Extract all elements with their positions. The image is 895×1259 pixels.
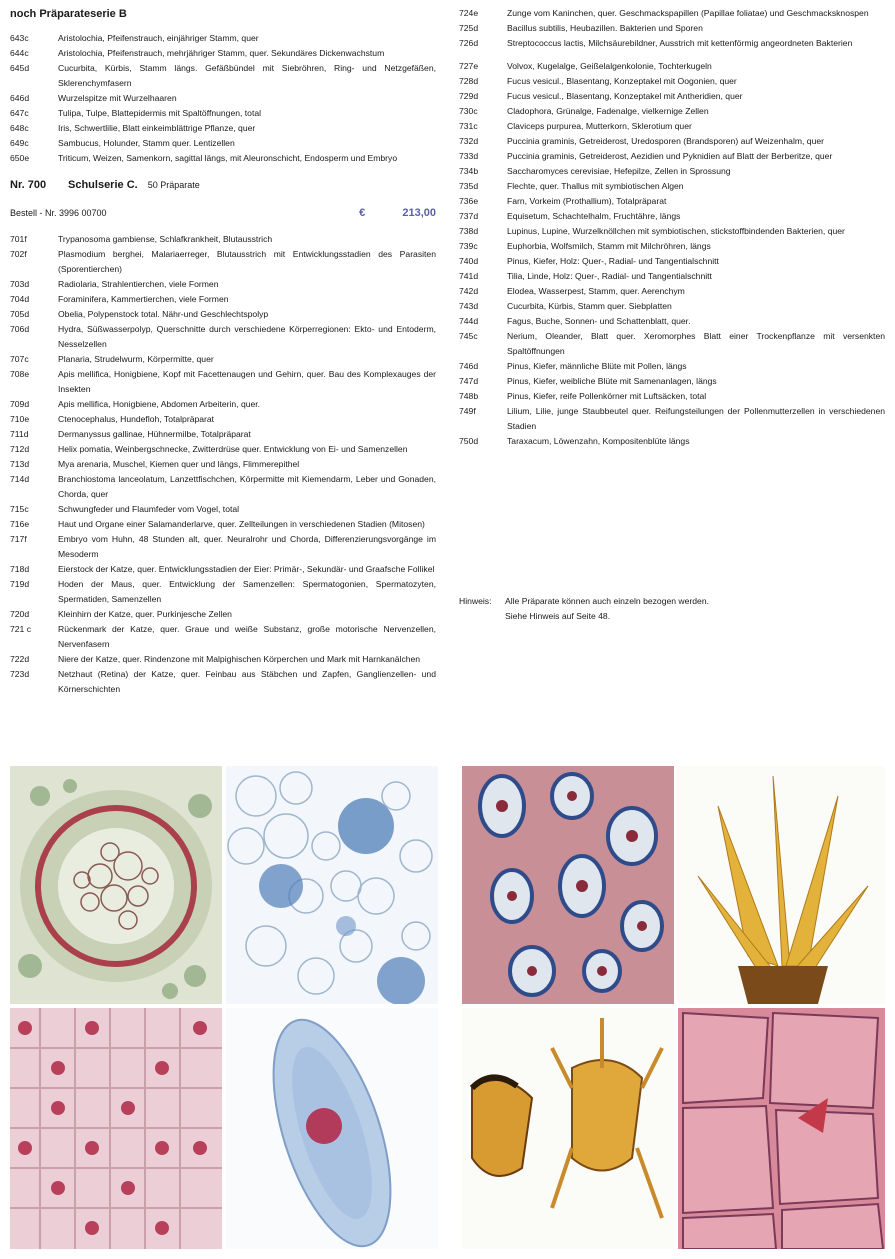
entry-description: Pinus, Kiefer, weibliche Blüte mit Samenanlagen, längs <box>507 376 717 386</box>
entry-code: 746d <box>459 361 479 371</box>
entry-code: 738d <box>459 226 479 236</box>
section-heading: noch Präparateserie B <box>10 8 127 20</box>
entry-code: 645d <box>10 63 30 73</box>
catalog-entry <box>459 434 885 449</box>
catalog-entry <box>10 247 436 277</box>
catalog-entry <box>10 31 436 46</box>
micrograph-root-tip-cells <box>10 1008 222 1249</box>
entry-description: Pinus, Kiefer, männliche Blüte mit Pollen, längs <box>507 361 687 371</box>
catalog-entry <box>459 179 885 194</box>
entry-code: 716e <box>10 519 30 529</box>
entry-description: Puccinia graminis, Getreiderost, Aezidien und Pyknidien auf Blatt der Berberitze, quer <box>507 151 833 161</box>
order-row <box>10 204 436 222</box>
entry-description: Claviceps purpurea, Mutterkorn, Sklerotium quer <box>507 121 692 131</box>
catalog-entry <box>459 224 885 239</box>
catalog-entry <box>459 269 885 284</box>
entry-code: 728d <box>459 76 479 86</box>
catalog-entry <box>10 46 436 61</box>
entry-code: 710e <box>10 414 30 424</box>
series-count: 50 Präparate <box>147 180 200 190</box>
entry-code: 745c <box>459 331 478 341</box>
entry-description: Triticum, Weizen, Samenkorn, sagittal längs, mit Aleuronschicht, Endosperm und Embryo <box>58 153 398 163</box>
entry-description: Farn, Vorkeim (Prothallium), Totalpräparat <box>507 196 667 206</box>
micrograph-muscle-tissue <box>678 1008 885 1249</box>
catalog-entry <box>459 209 885 224</box>
entry-code: 702f <box>10 249 27 259</box>
entry-code: 731c <box>459 121 478 131</box>
entry-code: 747d <box>459 376 479 386</box>
entry-description: Pinus, Kiefer, Holz: Quer-, Radial- und Tangentialschnitt <box>507 256 719 266</box>
entry-description: Euphorbia, Wolfsmilch, Stamm mit Milchröhren, längs <box>507 241 711 251</box>
catalog-entry <box>10 457 436 472</box>
entry-code: 711d <box>10 429 29 439</box>
left-column <box>10 6 436 697</box>
micrograph-plant-stem-cross-section <box>10 766 222 1004</box>
entry-description: Haut und Organe einer Salamanderlarve, quer. Zellteilungen in verschiedenen Stadien (Mitosen) <box>58 519 425 529</box>
note-label: Hinweis: <box>459 596 492 606</box>
entry-description: Cladophora, Grünalge, Fadenalge, vielkernige Zellen <box>507 106 709 116</box>
entry-code: 742d <box>459 286 479 296</box>
entry-description: Aristolochia, Pfeifenstrauch, einjähriger Stamm, quer <box>58 33 259 43</box>
entry-list-b <box>10 31 436 166</box>
entry-code: 707c <box>10 354 29 364</box>
entry-code: 646d <box>10 93 30 103</box>
note-line-2: Siehe Hinweis auf Seite 48. <box>505 611 611 621</box>
entry-description: Ctenocephalus, Hundefloh, Totalpräparat <box>58 414 215 424</box>
catalog-entry <box>10 136 436 151</box>
list-spacer <box>459 51 885 59</box>
entry-description: Tilia, Linde, Holz: Quer-, Radial- und Tangentialschnitt <box>507 271 712 281</box>
catalog-entry <box>459 299 885 314</box>
entry-description: Elodea, Wasserpest, Stamm, quer. Aerenchym <box>507 286 685 296</box>
entry-code: 736e <box>459 196 479 206</box>
entry-description: Trypanosoma gambiense, Schlafkrankheit, Blutausstrich <box>58 234 273 244</box>
entry-code: 733d <box>459 151 479 161</box>
catalog-entry <box>459 389 885 404</box>
entry-code: 650e <box>10 153 30 163</box>
entry-description: Netzhaut (Retina) der Katze, quer. Feinbau aus Stäbchen und Zapfen, Ganglienzellen- und Körnerschichten <box>58 669 436 694</box>
catalog-entry <box>459 149 885 164</box>
entry-description: Tulipa, Tulpe, Blattepidermis mit Spaltöffnungen, total <box>58 108 262 118</box>
entry-description: Embryo vom Huhn, 48 Stunden alt, quer. Neuralrohr und Chorda, Differenzierungsvorgänge im Mesoderm <box>58 534 436 559</box>
catalog-entry <box>459 89 885 104</box>
entry-code: 729d <box>459 91 479 101</box>
catalog-entry <box>10 412 436 427</box>
catalog-entry <box>10 442 436 457</box>
entry-code: 705d <box>10 309 30 319</box>
note <box>459 594 885 624</box>
entry-description: Aristolochia, Pfeifenstrauch, mehrjähriger Stamm, quer. Sekundäres Dickenwachstum <box>58 48 385 58</box>
entry-description: Bacillus subtilis, Heubazillen. Bakterien und Sporen <box>507 23 703 33</box>
entry-code: 723d <box>10 669 30 679</box>
catalog-entry <box>10 352 436 367</box>
catalog-entry <box>10 61 436 91</box>
entry-description: Pinus, Kiefer, reife Pollenkörner mit Luftsäcken, total <box>507 391 707 401</box>
catalog-entry <box>459 329 885 359</box>
catalog-entry <box>10 502 436 517</box>
entry-list-right <box>459 6 885 449</box>
series-name: Schulserie C. <box>68 179 138 191</box>
entry-description: Niere der Katze, quer. Rindenzone mit Malpighischen Körperchen und Mark mit Harnkanälchen <box>58 654 421 664</box>
micrograph-insect-parts <box>462 1008 674 1249</box>
currency-symbol: € <box>359 207 366 219</box>
entry-code: 644c <box>10 48 29 58</box>
entry-code: 720d <box>10 609 30 619</box>
catalog-entry <box>10 106 436 121</box>
entry-description: Kleinhirn der Katze, quer. Purkinjesche Zellen <box>58 609 232 619</box>
entry-code: 740d <box>459 256 479 266</box>
note-text <box>505 594 709 624</box>
catalog-entry <box>10 667 436 697</box>
entry-code: 744d <box>459 316 479 326</box>
entry-description: Fagus, Buche, Sonnen- und Schattenblatt, quer. <box>507 316 691 326</box>
catalog-entry <box>459 194 885 209</box>
entry-code: 715c <box>10 504 29 514</box>
catalog-entry <box>459 6 885 21</box>
catalog-entry <box>10 652 436 667</box>
entry-code: 649c <box>10 138 29 148</box>
entry-code: 724e <box>459 8 479 18</box>
entry-code: 737d <box>459 211 479 221</box>
micrograph-flower-anthers <box>678 766 885 1004</box>
series-header <box>10 176 436 194</box>
order-number: Bestell - Nr. 3996 00700 <box>10 208 107 218</box>
entry-code: 749f <box>459 406 476 416</box>
entry-description: Nerium, Oleander, Blatt quer. Xeromorphes Blatt einer Trockenpflanze mit versenkten Spaltöffnungen <box>507 331 885 356</box>
entry-code: 712d <box>10 444 30 454</box>
entry-code: 643c <box>10 33 29 43</box>
catalog-entry <box>10 292 436 307</box>
right-column <box>459 6 885 449</box>
entry-code: 718d <box>10 564 30 574</box>
entry-code: 714d <box>10 474 30 484</box>
entry-code: 706d <box>10 324 30 334</box>
entry-code: 701f <box>10 234 27 244</box>
entry-code: 735d <box>459 181 479 191</box>
micrograph-vascular-bundles <box>226 766 438 1004</box>
entry-description: Cucurbita, Kürbis, Stamm längs. Gefäßbündel mit Siebröhren, Ring- und Netzgefäßen, Sklerenchymfasern <box>58 63 436 88</box>
catalog-entry <box>10 367 436 397</box>
catalog-entry <box>10 232 436 247</box>
entry-description: Mya arenaria, Muschel, Kiemen quer und längs, Flimmerepithel <box>58 459 300 469</box>
entry-code: 741d <box>459 271 479 281</box>
catalog-entry <box>10 397 436 412</box>
entry-list-c <box>10 232 436 697</box>
entry-code: 722d <box>10 654 30 664</box>
micrograph-fungal-spores <box>462 766 674 1004</box>
entry-description: Apis mellifica, Honigbiene, Kopf mit Facettenaugen und Gehirn, quer. Bau des Komplexauges der Insekten <box>58 369 436 394</box>
entry-description: Puccinia graminis, Getreiderost, Uredosporen (Brandsporen) auf Weizenhalm, quer <box>507 136 825 146</box>
entry-description: Branchiostoma lanceolatum, Lanzettfischchen, Körpermitte mit Kiemendarm, Leber und Gonaden, Chorda, quer <box>58 474 436 499</box>
entry-description: Hydra, Süßwasserpolyp, Querschnitte durch verschiedene Körperregionen: Ekto- und Entoderm, Nesselzellen <box>58 324 436 349</box>
entry-description: Schwungfeder und Flaumfeder vom Vogel, total <box>58 504 240 514</box>
entry-code: 748b <box>459 391 479 401</box>
entry-description: Equisetum, Schachtelhalm, Fruchtähre, längs <box>507 211 681 221</box>
catalog-entry <box>10 322 436 352</box>
entry-description: Lilium, Lilie, junge Staubbeutel quer. Reifungsteilungen der Pollenmutterzellen in verschiedenen Stadien <box>507 406 885 431</box>
entry-code: 739c <box>459 241 478 251</box>
entry-description: Streptococcus lactis, Milchsäurebildner, Ausstrich mit kettenförmig angeordneten Bakterien <box>507 38 853 48</box>
entry-code: 708e <box>10 369 30 379</box>
catalog-entry <box>10 151 436 166</box>
catalog-entry <box>459 134 885 149</box>
catalog-entry <box>459 284 885 299</box>
catalog-entry <box>459 359 885 374</box>
entry-description: Iris, Schwertlilie, Blatt einkeimblättrige Pflanze, quer <box>58 123 256 133</box>
entry-description: Eierstock der Katze, quer. Entwicklungsstadien der Eier: Primär-, Sekundär- und Graafsche Follikel <box>58 564 435 574</box>
micrograph-paramecium <box>226 1008 438 1249</box>
entry-code: 647c <box>10 108 29 118</box>
entry-description: Flechte, quer. Thallus mit symbiotischen Algen <box>507 181 684 191</box>
entry-code: 730c <box>459 106 478 116</box>
catalog-entry <box>459 74 885 89</box>
entry-description: Obelia, Polypenstock total. Nähr-und Geschlechtspolyp <box>58 309 269 319</box>
entry-description: Helix pomatia, Weinbergschnecke, Zwitterdrüse quer. Entwicklung von Ei- und Samenzellen <box>58 444 408 454</box>
catalog-entry <box>459 254 885 269</box>
catalog-entry <box>459 119 885 134</box>
entry-description: Volvox, Kugelalge, Geißelalgenkolonie, Tochterkugeln <box>507 61 712 71</box>
entry-code: 743d <box>459 301 479 311</box>
catalog-entry <box>10 577 436 607</box>
entry-code: 721 c <box>10 624 32 634</box>
series-number: Nr. 700 <box>10 179 47 191</box>
entry-code: 732d <box>459 136 479 146</box>
entry-description: Sambucus, Holunder, Stamm quer. Lentizellen <box>58 138 235 148</box>
entry-description: Lupinus, Lupine, Wurzelknöllchen mit symbiotischen, stickstoffbindenden Bakterien, quer <box>507 226 845 236</box>
catalog-entry <box>10 307 436 322</box>
entry-code: 726d <box>459 38 479 48</box>
catalog-entry <box>459 59 885 74</box>
catalog-entry <box>10 472 436 502</box>
entry-code: 727e <box>459 61 479 71</box>
entry-code: 704d <box>10 294 30 304</box>
entry-description: Wurzelspitze mit Wurzelhaaren <box>58 93 177 103</box>
catalog-entry <box>459 374 885 389</box>
entry-description: Hoden der Maus, quer. Entwicklung der Samenzellen: Spermatogonien, Spermatozyten, Spermatiden, Samenzellen <box>58 579 436 604</box>
entry-description: Dermanyssus gallinae, Hühnermilbe, Totalpräparat <box>58 429 251 439</box>
catalog-entry <box>10 517 436 532</box>
catalog-entry <box>459 164 885 179</box>
entry-description: Cucurbita, Kürbis, Stamm quer. Siebplatten <box>507 301 672 311</box>
catalog-entry <box>459 21 885 36</box>
catalog-entry <box>10 121 436 136</box>
entry-description: Zunge vom Kaninchen, quer. Geschmackspapillen (Papillae foliatae) und Geschmacksknospen <box>507 8 869 18</box>
entry-description: Fucus vesicul., Blasentang, Konzeptakel mit Oogonien, quer <box>507 76 737 86</box>
catalog-entry <box>10 532 436 562</box>
entry-description: Apis mellifica, Honigbiene, Abdomen Arbeiterin, quer. <box>58 399 261 409</box>
entry-code: 713d <box>10 459 30 469</box>
catalog-entry <box>459 404 885 434</box>
catalog-entry <box>10 562 436 577</box>
entry-description: Rückenmark der Katze, quer. Graue und weiße Substanz, große motorische Nervenzellen, Nervenfasern <box>58 624 436 649</box>
entry-code: 717f <box>10 534 27 544</box>
entry-code: 719d <box>10 579 30 589</box>
entry-description: Radiolaria, Strahlentierchen, viele Formen <box>58 279 219 289</box>
entry-description: Saccharomyces cerevisiae, Hefepilze, Zellen in Sprossung <box>507 166 731 176</box>
entry-description: Fucus vesicul., Blasentang, Konzeptakel mit Antheridien, quer <box>507 91 743 101</box>
entry-code: 703d <box>10 279 30 289</box>
entry-code: 725d <box>459 23 479 33</box>
catalog-entry <box>10 277 436 292</box>
catalog-entry <box>459 314 885 329</box>
entry-description: Planaria, Strudelwurm, Körpermitte, quer <box>58 354 214 364</box>
entry-description: Foraminifera, Kammertierchen, viele Formen <box>58 294 229 304</box>
catalog-entry <box>459 104 885 119</box>
catalog-entry <box>459 239 885 254</box>
entry-description: Taraxacum, Löwenzahn, Kompositenblüte längs <box>507 436 690 446</box>
note-line-1: Alle Präparate können auch einzeln bezogen werden. <box>505 596 710 606</box>
catalog-entry <box>10 622 436 652</box>
entry-code: 648c <box>10 123 29 133</box>
catalog-entry <box>10 427 436 442</box>
catalog-entry <box>10 607 436 622</box>
entry-code: 734b <box>459 166 479 176</box>
price-value: 213,00 <box>402 207 436 219</box>
catalog-entry <box>459 36 885 51</box>
catalog-entry <box>10 91 436 106</box>
entry-code: 709d <box>10 399 30 409</box>
price <box>359 207 436 219</box>
entry-description: Plasmodium berghei, Malariaerreger, Blutausstrich mit Entwicklungsstadien des Parasiten (Sporentierchen) <box>58 249 436 274</box>
entry-code: 750d <box>459 436 479 446</box>
